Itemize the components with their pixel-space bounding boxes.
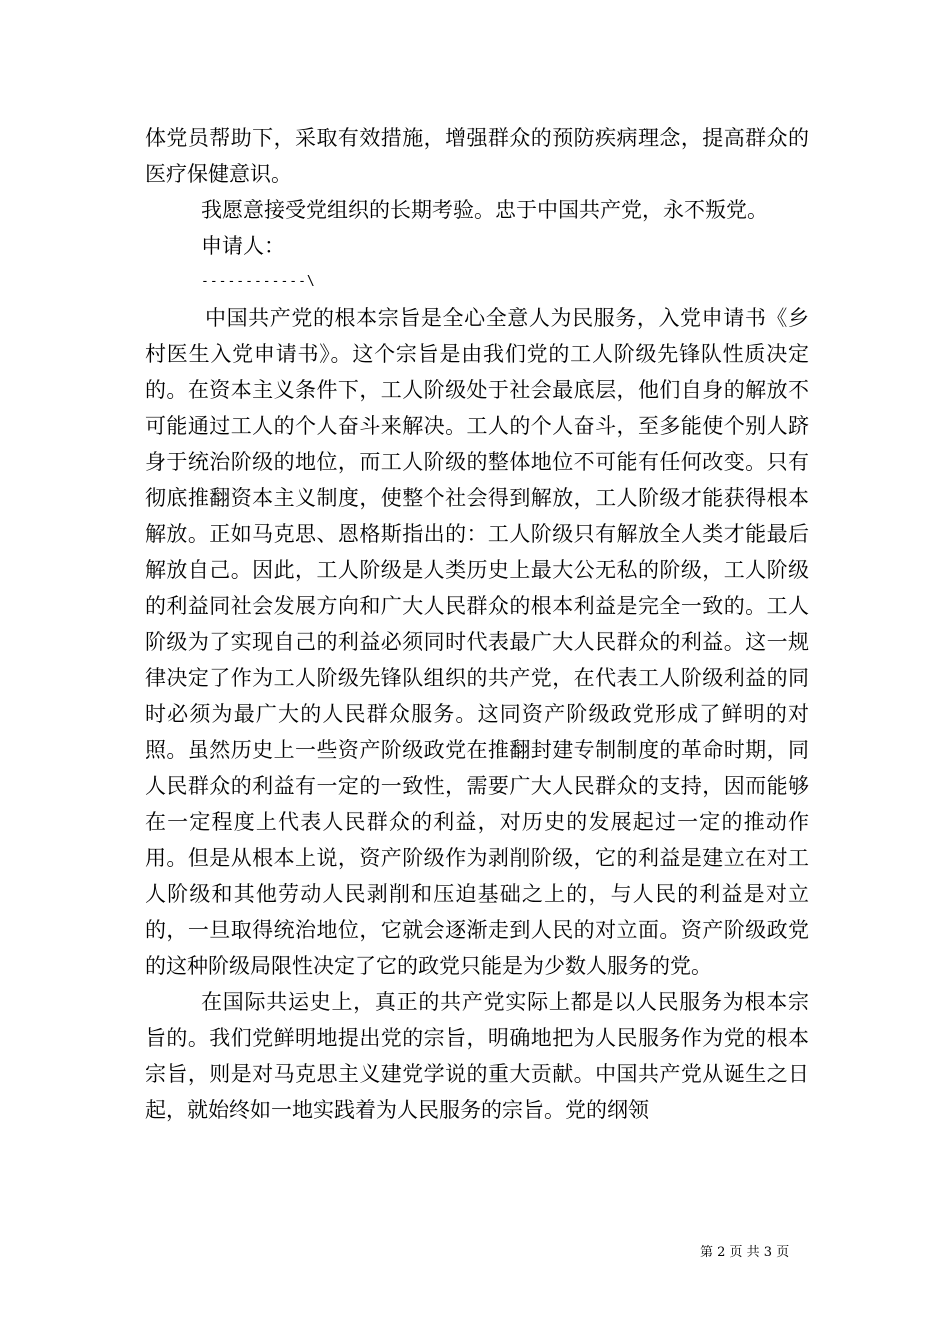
separator-line: ------------\ — [201, 274, 316, 289]
signature-label: 申请人： — [201, 234, 285, 258]
document-body — [145, 120, 809, 1128]
paragraph-party-purpose: 中国共产党的根本宗旨是全心全意人为民服务，入党申请书《乡村医生入党申请书》。这个宗旨是由我们党的工人阶级先锋队性质决定的。在资本主义条件下，工人阶级处于社会最底层，他们自身的解放不可能通过工人的个人奋斗来解决。工人的个人奋斗，至多能使个别人跻身于统治阶级的地位，而工人阶级的整体地位不可能有任何改变。只有彻底推翻资本主义制度，使整个社会得到解放，工人阶级才能获得根本解放。正如马克思、恩格斯指出的：工人阶级只有解放全人类才能最后解放自己。因此，工人阶级是人类历史上最大公无私的阶级，工人阶级的利益同社会发展方向和广大人民群众的根本利益是完全一致的。工人阶级为了实现自己的利益必须同时代表最广大人民群众的利益。这一规律决定了作为工人阶级先锋队组织的共产党，在代表工人阶级利益的同时必须为最广大的人民群众服务。这同资产阶级政党形成了鲜明的对照。虽然历史上一些资产阶级政党在推翻封建专制制度的革命时期，同人民群众的利益有一定的一致性，需要广大人民群众的支持，因而能够在一定程度上代表人民群众的利益，对历史的发展起过一定的推动作用。但是从根本上说，资产阶级作为剥削阶级，它的利益是建立在对工人阶级和其他劳动人民剥削和压迫基础之上的，与人民的利益是对立的，一旦取得统治地位，它就会逐渐走到人民的对立面。资产阶级政党的这种阶级局限性决定了它的政党只能是为少数人服务的党。 — [145, 306, 809, 978]
page-number-footer: 第 2 页 共 3 页 — [700, 1245, 790, 1260]
paragraph-pledge: 我愿意接受党组织的长期考验。忠于中国共产党，永不叛党。 — [201, 198, 768, 222]
paragraph-continuation: 体党员帮助下，采取有效措施，增强群众的预防疾病理念，提高群众的医疗保健意识。 — [145, 126, 809, 186]
paragraph-international: 在国际共运史上，真正的共产党实际上都是以人民服务为根本宗旨的。我们党鲜明地提出党的宗旨，明确地把为人民服务作为党的根本宗旨，则是对马克思主义建党学说的重大贡献。中国共产党从诞生之日起，就始终如一地实践着为人民服务的宗旨。党的纲领 — [145, 990, 809, 1122]
